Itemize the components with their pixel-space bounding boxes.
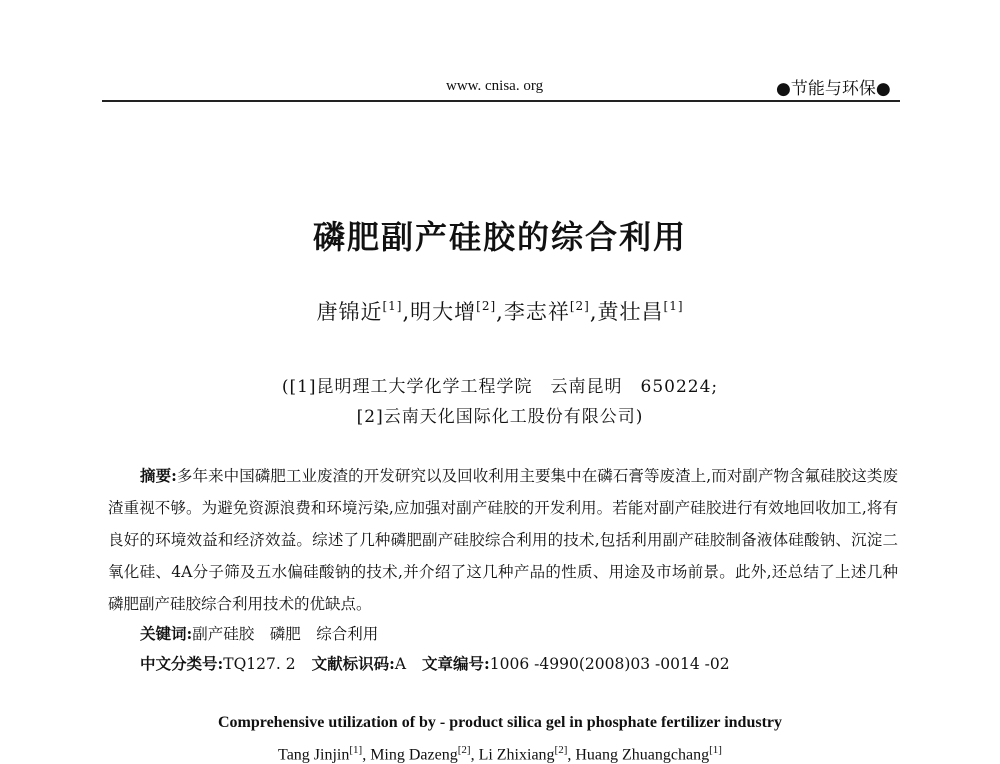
english-author-name: Tang Jinjin: [278, 746, 350, 764]
article-number-value: 1006 -4990(2008)03 -0014 -02: [489, 655, 730, 673]
english-title: Comprehensive utilization of by - product silica gel in phosphate fertilizer industry: [217, 714, 782, 731]
header-site: www. cnisa. org: [446, 78, 544, 94]
author-ref: [1]: [663, 299, 684, 313]
article-number-label: 文章编号:: [422, 654, 490, 673]
doc-code-label: 文献标识码:: [311, 654, 395, 673]
english-author-name: Huang Zhuangchang: [575, 746, 710, 764]
clc-value: TQ127. 2: [223, 655, 296, 673]
english-author-ref: [1]: [349, 744, 363, 756]
author-name: 李志祥: [503, 300, 570, 324]
keywords-text: 副产硅胶 磷肥 综合利用: [192, 625, 379, 643]
clc-label: 中文分类号:: [140, 654, 224, 673]
english-author-ref: [2]: [457, 744, 471, 756]
abstract-text: 多年来中国磷肥工业废渣的开发研究以及回收利用主要集中在磷石膏等废渣上,而对副产物含氟硅胶这类废渣重视不够。为避免资源浪费和环境污染,应加强对副产硅胶的开发利用。若能对副产硅胶进行有效地回收加工,将有良好的环境效益和经济效益。综述了几种磷肥副产硅胶综合利用的技术,包括利用副产硅胶制备液体硅酸钠、沉淀二氧化硅、4A分子筛及五水偏硅酸钠的技术,并介绍了这几种产品的性质、用途及市场前景。此外,还总结了上述几种磷肥副产硅胶综合利用技术的优缺点。: [108, 467, 898, 613]
author-name: 黄壮昌: [597, 300, 664, 324]
doc-code-value: A: [394, 655, 407, 673]
classification: [140, 652, 730, 674]
author-ref: [2]: [569, 299, 590, 313]
english-author-ref: [1]: [709, 744, 722, 756]
author-ref: [1]: [382, 299, 403, 313]
abstract-label: 摘要:: [140, 466, 177, 485]
affiliation-line-1: ([1]昆明理工大学化学工程学院 云南昆明 650224;: [281, 377, 719, 397]
english-author-list: Tang Jinjin[1], Ming Dazeng[2], Li Zhixiang[2], Huang Zhuangchang[1]: [278, 744, 722, 764]
author-name: 明大增: [410, 300, 477, 324]
english-author-ref: [2]: [554, 744, 568, 756]
author-list: 唐锦近[1],明大增[2],李志祥[2],黄壮昌[1]: [316, 299, 684, 324]
english-author-name: Ming Dazeng: [370, 746, 458, 764]
header-section: ●节能与环保●: [776, 79, 891, 99]
keywords: [140, 622, 378, 644]
author-ref: [2]: [476, 299, 497, 313]
keywords-label: 关键词:: [140, 624, 193, 643]
affiliation-line-2: [2]云南天化国际化工股份有限公司): [356, 407, 644, 427]
header-rule: [102, 100, 900, 102]
author-name: 唐锦近: [316, 300, 383, 324]
english-author-name: Li Zhixiang: [478, 746, 555, 764]
abstract: [108, 460, 898, 620]
paper-title: 磷肥副产硅胶的综合利用: [312, 218, 687, 256]
